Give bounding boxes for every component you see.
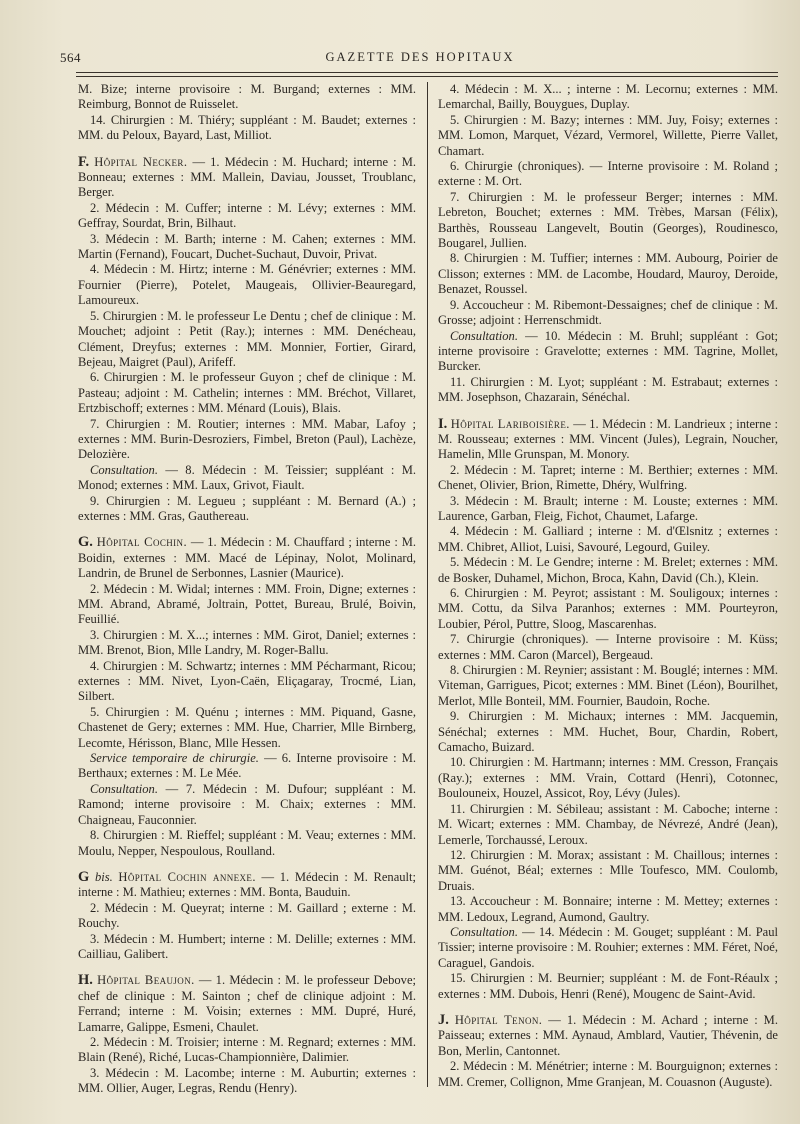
- paragraph: 8. Chirurgien : M. Reynier; assistant : M. Bouglé; internes : MM. Viteman, Garrigues, Picot; externes : MM. Binet (Léon), Bourilhet, Merlot, Mlle Bonteil, MM. Fournier, Baudoin, Roche.: [438, 663, 778, 708]
- paragraph: Consultation. — 8. Médecin : M. Teissier; suppléant : M. Monod; externes : MM. Laux, Grivot, Fiault.: [78, 462, 416, 493]
- section-necker: F. Hôpital Necker. — 1. Médecin : M. Huchard; interne : M. Bonneau; externes : MM. Mallein, Daviau, Jousset, Troublanc, Berger.: [78, 153, 417, 200]
- paragraph: 3. Médecin : M. Barth; interne : M. Cahen; externes : MM. Martin (Fernand), Foucart, Duchet-Suchaut, Duvoir, Privat.: [78, 231, 416, 262]
- paragraph: Service temporaire de chirurgie. — 6. Interne provisoire : M. Berthaux; externes : M. Le Mée.: [78, 751, 417, 781]
- header-rule-thin: [76, 76, 778, 77]
- paragraph: 5. Chirurgien : M. Bazy; internes : MM. Juy, Foisy; externes : MM. Lomon, Marquet, Vézard, Vermorel, Willette, Pierre Vallet, Chamart.: [438, 112, 778, 158]
- paragraph: 5. Chirurgien : M. Quénu ; internes : MM. Piquand, Gasne, Chastenet de Gery; externes : MM. Hue, Charrier, Mlle Birnberg, Lecomte, Hérisson, Blanc, Mlle Hessen.: [78, 704, 416, 750]
- paragraph: 13. Accoucheur : M. Bonnaire; interne : M. Mettey; externes : MM. Ledoux, Legrand, Aumond, Gaultry.: [438, 894, 778, 924]
- running-title: GAZETTE DES HOPITAUX: [325, 50, 515, 64]
- paragraph: 4. Médecin : M. X... ; interne : M. Lecornu; externes : MM. Lemarchal, Bailly, Bouygues, Duplay.: [438, 82, 778, 112]
- paragraph: Consultation. — 7. Médecin : M. Dufour; suppléant : M. Ramond; interne provisoire : M. Chaix; externes : MM. Chaigneau, Fauconnier.: [78, 781, 416, 827]
- paragraph: 2. Médecin : M. Widal; internes : MM. Froin, Digne; externes : MM. Abrand, Abramé, Joltrain, Pottet, Bureau, Brulé, Boivin, Feuillié.: [78, 581, 416, 627]
- paragraph: 4. Médecin : M. Hirtz; interne : M. Génévrier; externes : MM. Fournier (Pierre), Potelet, Maugeais, Ollivier-Beauregard, Lamoureux.: [78, 262, 416, 308]
- paragraph: 15. Chirurgien : M. Beurnier; suppléant : M. de Font-Réaulx ; externes : MM. Dubois, Henri (René), Mougenc de Saint-Avid.: [438, 971, 778, 1001]
- paragraph: Consultation. — 14. Médecin : M. Gouget; suppléant : M. Paul Tissier; interne provisoire : M. Rouhier; externes : MM. Féret, Noé, Caraguel, Gandois.: [438, 924, 778, 970]
- paragraph: 11. Chirurgien : M. Sébileau; assistant : M. Caboche; interne : M. Wicart; externes : MM. Chambay, de Névrezé, André (Jean), Lemerle, Torchaussé, Leroux.: [438, 801, 778, 847]
- paragraph: 2. Médecin : M. Cuffer; interne : M. Lévy; externes : MM. Geffray, Sourdat, Brin, Bilhaut.: [78, 200, 416, 231]
- header-rule-thick: [76, 72, 778, 73]
- paragraph: 6. Chirurgien : M. Peyrot; assistant : M. Souligoux; internes : MM. Cottu, da Silva Paranhos; externes : MM. Pourteyron, Loubier, Pérol, Puttre, Sloog, Mascarenhas.: [438, 586, 778, 631]
- paragraph: 2. Médecin : M. Queyrat; interne : M. Gaillard ; externe : M. Rouchy.: [78, 900, 416, 931]
- paragraph: Consultation. — 10. Médecin : M. Bruhl; suppléant : Got; interne provisoire : Gravelotte; externes : MM. Tagrine, Mollet, Burcker.: [438, 328, 778, 374]
- paragraph: 9. Chirurgien : M. Legueu ; suppléant : M. Bernard (A.) ; externes : MM. Gras, Gauthereau.: [78, 493, 416, 523]
- section-tenon: J. Hôpital Tenon. — 1. Médecin : M. Achard ; interne : M. Paisseau; externes : MM. Aynaud, Amblard, Vautier, Thévenin, de Bon, Merlin, Cantonnet.: [438, 1011, 778, 1058]
- paragraph: M. Bize; interne provisoire : M. Burgand; externes : MM. Reimburg, Bonnot de Ruisselet.: [78, 82, 416, 112]
- paragraph: 9. Accoucheur : M. Ribemont-Dessaignes; chef de clinique : M. Grosse; adjoint : Herrenschmidt.: [438, 297, 778, 328]
- left-column: [78, 82, 416, 1097]
- paragraph: 3. Médecin : M. Brault; interne : M. Louste; externes : MM. Laurence, Garban, Fleig, Fichot, Chaumet, Lafarge.: [438, 493, 778, 523]
- paragraph: 8. Chirurgien : M. Tuffier; internes : MM. Aubourg, Poirier de Clisson; externes : MM. de Lacombe, Houdard, Mauroy, Deroide, Benazet, Roussel.: [438, 251, 778, 297]
- paragraph: 3. Chirurgien : M. X...; internes : MM. Girot, Daniel; externes : MM. Brenot, Bion, Mlle Landry, M. Roger-Ballu.: [78, 627, 416, 658]
- paragraph: 5. Chirurgien : M. le professeur Le Dentu ; chef de clinique : M. Mouchet; adjoint : Petit (Ray.); internes : MM. Denécheau, Clément, Dreyfus; externes : MM. Monnier, Fortier, Girard, Bejeau, Maigret (Paul), Arifeff.: [78, 308, 416, 369]
- paragraph: 11. Chirurgien : M. Lyot; suppléant : M. Estrabaut; externes : MM. Josephson, Chazarain, Sénéchal.: [438, 374, 778, 405]
- paragraph: 3. Médecin : M. Humbert; interne : M. Delille; externes : MM. Cailliau, Galibert.: [78, 931, 416, 961]
- paragraph: 9. Chirurgien : M. Michaux; internes : MM. Jacquemin, Sénéchal; externes : MM. Huchet, Bour, Chardin, Robert, Camacho, Buizard.: [438, 709, 778, 755]
- right-column: [438, 82, 778, 1090]
- paragraph: 12. Chirurgien : M. Morax; assistant : M. Chaillous; internes : MM. Guénot, Béal; externes : Mlle Toufesco, MM. Coulomb, Druais.: [438, 847, 778, 893]
- page-header: [60, 50, 780, 70]
- paragraph: 6. Chirurgien : M. le professeur Guyon ; chef de clinique : M. Pasteau; adjoint : M. Cathelin; internes : MM. Bréchot, Villaret, Ertzbischoff; externes : MM. Ménard (Louis), Blais.: [78, 370, 416, 416]
- paragraph: 2. Médecin : M. Tapret; interne : M. Berthier; externes : MM. Chenet, Olivier, Brion, Rimette, Dhéry, Wulfring.: [438, 462, 778, 493]
- section-cochin: G. Hôpital Cochin. — 1. Médecin : M. Chauffard ; interne : M. Boidin, externes : MM. Macé de Lépinay, Nolot, Molinard, Landrin, de Brunel de Serbonnes, Lasnier (Maurice).: [78, 534, 417, 581]
- paragraph: 7. Chirurgien : M. Routier; internes : MM. Mabar, Lafoy ; externes : MM. Burin-Desroziers, Fimbel, Breton (Paul), Lachèze, Delozière.: [78, 416, 416, 462]
- paragraph: 7. Chirurgie (chroniques). — Interne provisoire : M. Küss; externes : MM. Caron (Marcel), Bergeaud.: [438, 632, 778, 662]
- paragraph: 2. Médecin : M. Ménétrier; interne : M. Bourguignon; externes : MM. Cremer, Collignon, Mme Granjean, M. Couasnon (Auguste).: [438, 1059, 778, 1089]
- paragraph: 2. Médecin : M. Troisier; interne : M. Regnard; externes : MM. Blain (René), Riché, Lucas-Championnière, Dalimier.: [78, 1034, 416, 1065]
- paragraph: 7. Chirurgien : M. le professeur Berger; internes : MM. Lebreton, Bouchet; externes : MM. Trèbes, Marsan (Félix), Barthès, Rousseau Langevelt, Boutin (Georges), Roudinesco, Bougarel, Jullien.: [438, 189, 778, 251]
- page-number: 564: [60, 50, 81, 65]
- section-lariboisiere: I. Hôpital Lariboisière. — 1. Médecin : M. Landrieux ; interne : M. Rousseau; externes : MM. Vincent (Jules), Legrain, Noucher, Hamelin, Mlle Grunspan, M. Monory.: [438, 415, 779, 462]
- paragraph: 6. Chirurgie (chroniques). — Interne provisoire : M. Roland ; externe : M. Ort.: [438, 159, 778, 189]
- section-beaujon: H. Hôpital Beaujon. — 1. Médecin : M. le professeur Debove; chef de clinique : M. Sainton ; chef de clinique adjoint : M. Ferrand; interne : M. Voisin; externes : MM. Dupré, Huré, Lamarre, Galippe, Esmeni, Chaulet.: [78, 972, 416, 1034]
- section-cochin-annexe: G bis. Hôpital Cochin annexe. — 1. Médecin : M. Renault; interne : M. Mathieu; externes : MM. Bonta, Bauduin.: [78, 868, 417, 900]
- paragraph: 8. Chirurgien : M. Rieffel; suppléant : M. Veau; externes : MM. Moulu, Nepper, Nespoulous, Roulland.: [78, 828, 416, 858]
- paragraph: 10. Chirurgien : M. Hartmann; internes : MM. Cresson, Français (Ray.); externes : MM. Vrain, Cottard (Henri), Cotonnec, Boulouneix, Houzel, Assicot, Roy, Lévy (Jules).: [438, 755, 778, 801]
- paragraph: 5. Médecin : M. Le Gendre; interne : M. Brelet; externes : MM. de Bosker, Duhamel, Michon, Broca, Kahn, David (Ch.), Klein.: [438, 555, 778, 585]
- paragraph: 3. Médecin : M. Lacombe; interne : M. Auburtin; externes : MM. Ollier, Auger, Legras, Rendu (Henry).: [78, 1065, 416, 1096]
- paragraph: 4. Médecin : M. Galliard ; interne : M. d'Œlsnitz ; externes : MM. Chibret, Alliot, Luisi, Savouré, Legourd, Guiley.: [438, 524, 778, 554]
- column-divider: [427, 82, 428, 1087]
- paragraph: 14. Chirurgien : M. Thiéry; suppléant : M. Baudet; externes : MM. du Peloux, Bayard, Last, Milliot.: [78, 112, 416, 143]
- paragraph: 4. Chirurgien : M. Schwartz; internes : MM Pécharmant, Ricou; externes : MM. Nivet, Lyon-Caën, Eliçagaray, Trocmé, Lian, Silbert.: [78, 658, 416, 704]
